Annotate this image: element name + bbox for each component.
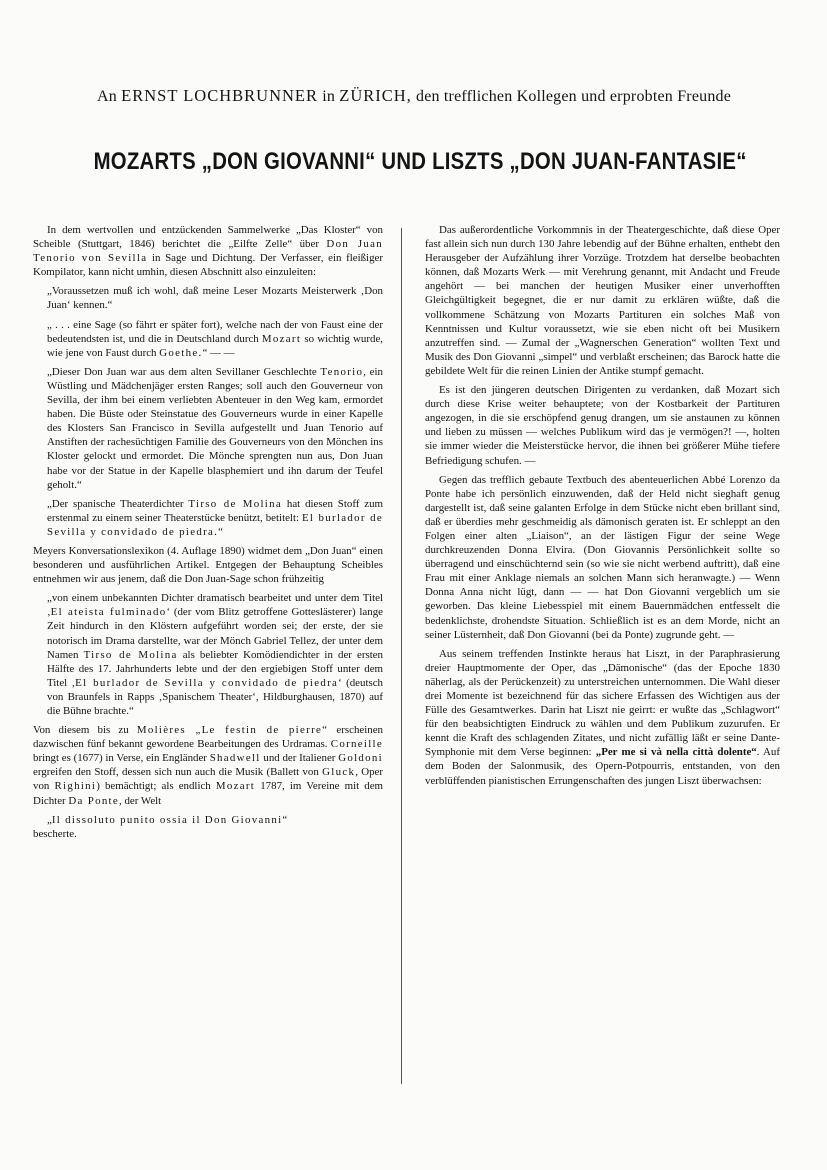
right-column bbox=[425, 223, 780, 793]
right-paragraph-3: Gegen das trefflich gebaute Textbuch des abenteuerlichen Abbé Lorenzo da Ponte habe ich persönlich einzuwenden, daß der Held nicht sieghaft genug dargestellt ist, daß seine galanten Erfolge in dem Stücke nicht eben brillant sind, daß er überdies mehr geschmeidig als dämonisch geraten ist. Er schleppt an den Folgen einer alten „Liaison“, an der lästigen Figur der seine Wege durchkreuzenden Donna Elvira. (Don Giovannis Persönlichkeit sollte so überragend und einschüchternd sein (so wie sie nicht werbend auftritt), daß eine Frau mit einer Anklage niemals an solchen Mann sich heranwagte.) — Wenn Donna Anna nicht lügt, dann — — hat Don Giovanni vergeblich um sie geworben. Das kleine Liebesspiel mit einem Bauernmädchen entfesselt die bedenklichste, drohendste Situation. Schließlich ist es an dem Morde, nicht an seiner Lüsternheit, daß Don Giovanni (bei da Ponte) zugrunde geht. — bbox=[425, 473, 780, 641]
left-quote-2: „ . . . eine Sage (so fährt er später fort), welche nach der von Faust eine der bedeutendsten ist, und die in Deutschland durch Mozart so wichtig wurde, wie jene von Faust durch Goethe.“ — — bbox=[47, 318, 383, 359]
dedication-line bbox=[28, 86, 800, 106]
dedication-name: ERNST LOCHBRUNNER bbox=[121, 86, 318, 105]
column-divider bbox=[401, 228, 402, 1084]
left-column bbox=[33, 223, 383, 846]
dedication-in: in bbox=[322, 88, 336, 105]
left-quote-5: „von einem unbekannten Dichter dramatisch bearbeitet und unter dem Titel ‚El ateista fulminado‘ (der vom Blitz getroffene Gotteslästerer) lange Zeit hindurch in den Klöstern aufgeführt worden sei; der erste, der sie notorisch im Drama darstellte, war der Mönch Gabriel Tellez, der unter dem Namen Tirso de Molina als beliebter Komödiendichter in der ersten Hälfte des 17. Jahrhunderts lebte und der den ergiebigen Stoff unter dem Titel ‚El burlador de Sevilla y convidado de piedra‘ (deutsch von Braunfels in Rapps ‚Spanischem Theater‘, Hildburghausen, 1870) auf die Bühne brachte.“ bbox=[47, 592, 384, 717]
page-title: MOZARTS „DON GIOVANNI“ UND LISZTS „DON JUAN-FANTASIE“ bbox=[93, 148, 747, 175]
left-quote-4: „Der spanische Theaterdichter Tirso de Molina hat diesen Stoff zum erstenmal zu einem seiner Theaterstücke benützt, betitelt: El burlador de Sevilla y convidado de piedra.“ bbox=[47, 497, 383, 538]
dedication-prefix: An bbox=[96, 88, 117, 105]
left-paragraph-3: Von diesem bis zu Molières „Le festin de pierre“ erscheinen dazwischen fünf bekannt gewordene Bearbeitungen des Urdramas. Corneille bringt es (1677) in Verse, ein Engländer Shadwell und der Italiener Goldoni ergreifen den Stoff, dessen sich nun auch die Musik (Ballett von Gluck, Oper von Righini) bemächtigt; als endlich Mozart 1787, im Vereine mit dem Dichter Da Ponte, der Welt bbox=[33, 724, 384, 807]
right-paragraph-1: Das außerordentliche Vorkommnis in der Theatergeschichte, daß diese Oper fast allein sich nun durch 130 Jahre lebendig auf der Bühne erhalten, enthebt den Herausgeber der Aufzählung ihrer Vorzüge. Trotzdem hat derselbe beobachten können, daß Mozarts Werk — mit Verehrung genannt, mit Andacht und Freude angehört — bei manchen der heutigen Musiker einer unverhofften Gleichgültigkeit begegnet, die er nur damit zu erklären wüßte, daß die vollkommene Schätzung von Mozarts Partituren ein solches Maß von Kenntnissen und Kultur voraussetzt, wie sie eben nicht oft bei Musikern anzutreffen sind. — Zumal der „Wagnerschen Generation“ wollten Text und Musik des Don Giovanni „simpel“ und verblaßt erscheinen; das Barock hatte die gebildete Welt für die reinen Linien der Antike stumpf gemacht. bbox=[425, 224, 780, 377]
right-paragraph-2: Es ist den jüngeren deutschen Dirigenten zu verdanken, daß Mozart sich durch diese Krise weiter behauptete; von der Kostbarkeit der Partituren angezogen, in die sie erschöpfend genug drangen, um sie anstaunen zu können und lieben zu müssen — welches Publikum wird das je vermögen?! —, holten sie immer wieder die Meisterstücke hervor, die ihnen bei größerer Mühe tiefere Befriedigung schufen. — bbox=[425, 384, 780, 467]
left-closing-line: bescherte. bbox=[33, 827, 77, 840]
right-paragraph-4: Aus seinem treffenden Instinkte heraus hat Liszt, in der Paraphrasierung dreier Hauptmomente der Oper, das „Dämonische“ (das der Epoche 1830 näherlag, als der Perückenzeit) zu unterstreichen unternommen. Die Wahl dieser drei Momente ist bezeichnend für das sichere Erfassen des Wichtigen aus der Fülle des Gesamtwerkes. Darin hat Liszt nie geirrt: er wußte das „Schlagwort“ für den beabsichtigten Eindruck zu wählen und dem Publikum zuzurufen. Er kennt die Kraft des schlagenden Zitates, und nicht zufällig läßt er seine Dante-Symphonie mit dem Verse beginnen: „Per me si và nella città dolente“. Auf dem Boden der Salonmusik, des Opern-Potpourris, entstanden, von den verblüffenden pianistischen Errungenschaften des jungen Liszt überwachsen: bbox=[425, 647, 780, 787]
dedication-city: ZÜRICH, bbox=[339, 86, 412, 105]
left-quote-3: „Dieser Don Juan war aus dem alten Sevillaner Geschlechte Tenorio, ein Wüstling und Mädchenjäger ersten Ranges; soll auch den Gouverneur von Sevilla, der ihm bei einem verliebten Abenteuer in den Weg kam, ermordet haben. Die Büste oder Steinstatue des Gouverneurs wurde in einer Kapelle des Klosters San Francisco in Sevilla aufgestellt und Juan Tenorio auf Anstiften der rachesüchtigen Familie des Gouverneurs von den Mönchen ins Kloster gelockt und ermordet. Die Mönche sprengten nun aus, Don Juan habe vor der Statue in der Kapelle blasphemiert und ihn darum der Teufel geholt.“ bbox=[47, 365, 383, 491]
left-quote-1: „Voraussetzen muß ich wohl, daß meine Leser Mozarts Meisterwerk ‚Don Juan‘ kennen.“ bbox=[47, 285, 383, 312]
dedication-rest: den trefflichen Kollegen und erprobten Freunde bbox=[416, 88, 732, 105]
left-paragraph-1: In dem wertvollen und entzückenden Sammelwerke „Das Kloster“ von Scheible (Stuttgart, 1846) berichtet die „Eilfte Zelle“ über Don Juan Tenorio von Sevilla in Sage und Dichtung. Der Verfasser, ein fleißiger Kompilator, kann nicht umhin, diesen Abschnitt also einzuleiten: bbox=[33, 224, 383, 279]
left-paragraph-2: Meyers Konversationslexikon (4. Auflage 1890) widmet dem „Don Juan“ einen besonderen und ausführlichen Artikel. Entgegen der Behauptung Scheibles entnehmen wir aus jenem, daß die Don Juan-Sage schon frühzeitig bbox=[33, 544, 383, 586]
left-quote-6: „Il dissoluto punito ossia il Don Giovanni“ bbox=[47, 813, 288, 826]
